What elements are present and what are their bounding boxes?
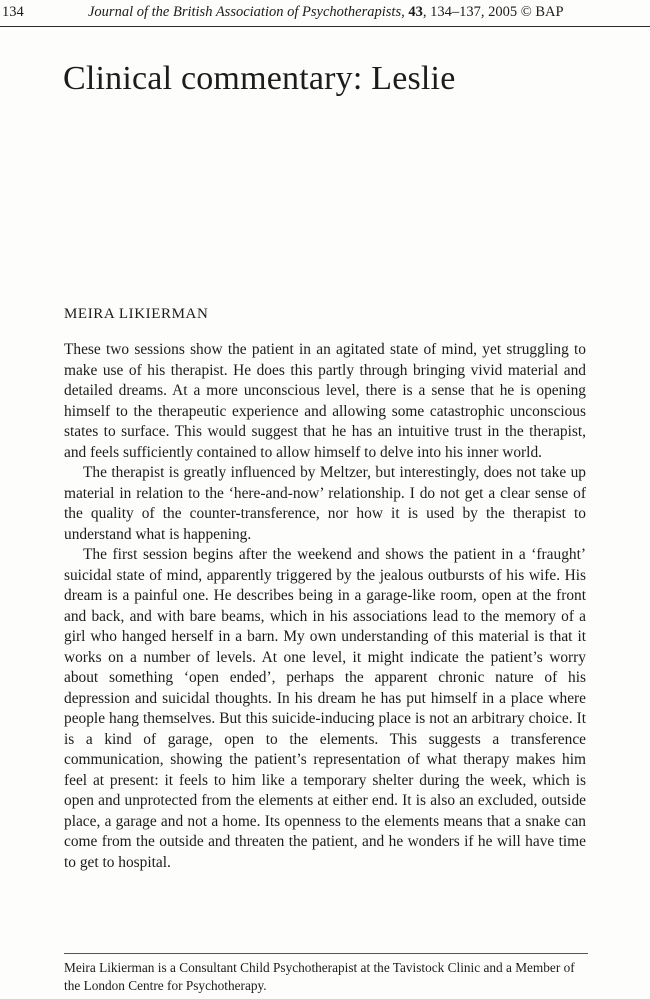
header-rule xyxy=(0,26,650,27)
paragraph-3: The first session begins after the weekend and shows the patient in a ‘fraught’ suicidal state of mind, apparently triggered by the jealous outbursts of his wife. His dream is a painful one. He describes being in a garage-like room, open at the front and back, and with bare beams, which in his associations lead to the memory of a girl who hanged herself in a barn. My own understanding of this material is that it works on a number of levels. At one level, it might indicate the patient’s worry about something ‘open ended’, perhaps the apparent chronic nature of his depression and suicidal thoughts. In his dream he has put himself in a place where people hang themselves. But this suicide-inducing place is not an arbitrary choice. It is a kind of garage, open to the elements. This suggests a transference communication, showing the patient’s representation of what therapy makes him feel at present: it feels to him like a temporary shelter during the week, which is open and unprotected from the elements at either end. It is also an excluded, outside place, a garage and not a home. Its openness to the elements means that a snake can come from the outside and threaten the patient, and he wonders if he will have time to get to hospital. xyxy=(64,546,586,871)
volume-number: 43 xyxy=(408,4,423,20)
journal-reference xyxy=(88,3,640,22)
issue-details: , 134–137, 2005 © BAP xyxy=(422,4,564,20)
paragraph-1: These two sessions show the patient in an agitated state of mind, yet struggling to make use of his therapist. He does this partly through bringing vivid material and detailed dreams. At a more unconscious level, there is a sense that he is opening himself to the therapeutic experience and allowing some catastrophic unconscious states to surface. This would suggest that he has an intuitive trust in the therapist, and feels sufficiently contained to allow himself to delve into his inner world. xyxy=(64,341,586,461)
footnote-text: Meira Likierman is a Consultant Child Psychotherapist at the Tavistock Clinic and a Member of the London Centre for Psychotherapy. xyxy=(64,960,575,993)
article-title: Clinical commentary: Leslie xyxy=(63,60,456,97)
article-body xyxy=(64,340,586,873)
author-name: MEIRA LIKIERMAN xyxy=(64,306,209,322)
paragraph-2: The therapist is greatly influenced by Meltzer, but interestingly, does not take up material in relation to the ‘here-and-now’ relationship. I do not get a clear sense of the quality of the counter-transference, nor how it is used by the therapist to understand what is happening. xyxy=(64,464,586,543)
page-number: 134 xyxy=(2,4,24,20)
footnote-area xyxy=(64,953,588,994)
journal-title: Journal of the British Association of Psychotherapists, xyxy=(88,4,409,20)
running-head xyxy=(0,0,650,22)
footnote-rule xyxy=(64,953,588,954)
